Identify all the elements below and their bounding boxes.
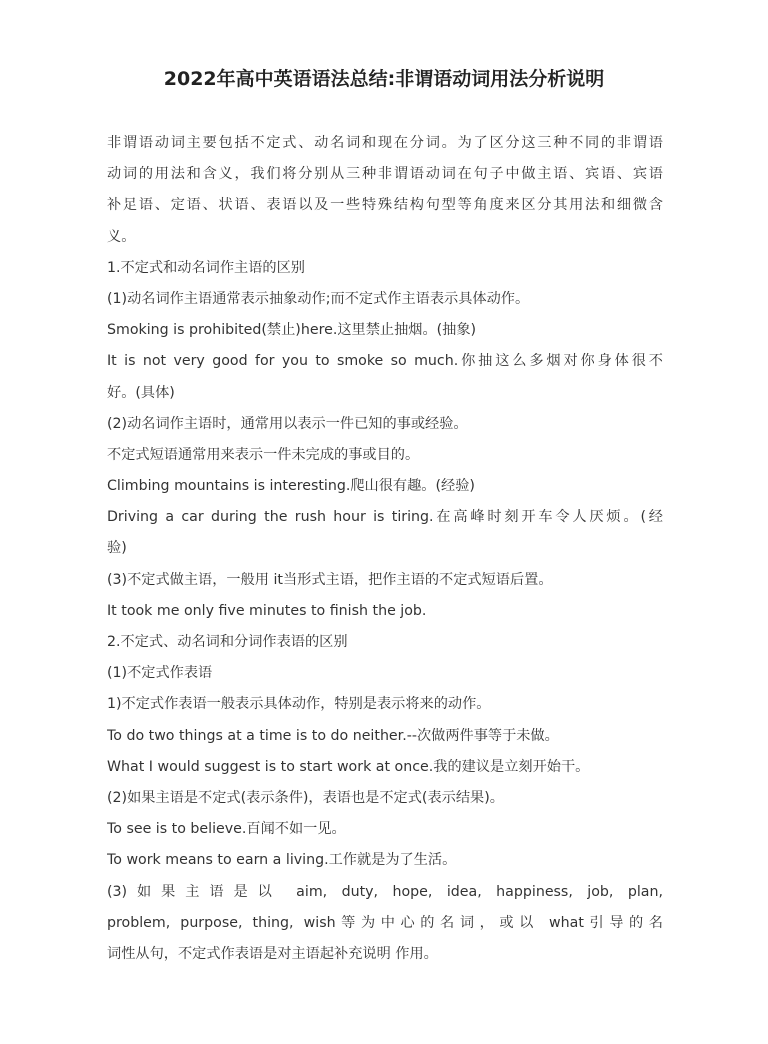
example-sentence: Climbing mountains is interesting.爬山很有趣。(经验) bbox=[107, 478, 475, 495]
example-sentence: What I would suggest is to start work at once.我的建议是立刻开始干。 bbox=[107, 758, 590, 775]
example-sentence: It is not very good for you to smoke so much.你抽这么多烟对你身体很不 bbox=[107, 353, 663, 370]
paragraph-line: problem, purpose, thing, wish等为中心的名词，或以 what引导的名 bbox=[107, 914, 663, 931]
example-sentence: 好。(具体) bbox=[107, 384, 175, 401]
paragraph-line: (1)动名词作主语通常表示抽象动作;而不定式作主语表示具体动作。 bbox=[107, 290, 530, 307]
example-sentence: Driving a car during the rush hour is tiring.在高峰时刻开车令人厌烦。(经 bbox=[107, 509, 663, 526]
paragraph-line: 不定式短语通常用来表示一件未完成的事或目的。 bbox=[107, 446, 420, 463]
paragraph-line: (2)动名词作主语时，通常用以表示一件已知的事或经验。 bbox=[107, 415, 468, 432]
paragraph-line: 义。 bbox=[107, 228, 136, 245]
example-sentence: Smoking is prohibited(禁止)here.这里禁止抽烟。(抽象) bbox=[107, 322, 477, 339]
section-heading: 2.不定式、动名词和分词作表语的区别 bbox=[107, 634, 348, 650]
example-sentence: It took me only five minutes to finish the job. bbox=[107, 602, 427, 619]
example-sentence: To work means to earn a living.工作就是为了生活。 bbox=[107, 852, 457, 869]
paragraph-line: (3)如果主语是以 aim, duty, hope, idea, happiness, job, plan, bbox=[107, 883, 663, 900]
paragraph-line: 补足语、定语、状语、表语以及一些特殊结构句型等角度来区分其用法和细微含 bbox=[107, 197, 663, 214]
paragraph-line: 非谓语动词主要包括不定式、动名词和现在分词。为了区分这三种不同的非谓语 bbox=[107, 135, 663, 151]
paragraph-line: (3)不定式做主语，一般用 it当形式主语，把作主语的不定式短语后置。 bbox=[107, 571, 553, 588]
subsection-heading: (1)不定式作表语 bbox=[107, 665, 213, 682]
example-sentence: 验) bbox=[107, 540, 127, 557]
document-body bbox=[107, 128, 663, 970]
section-heading: 1.不定式和动名词作主语的区别 bbox=[107, 259, 305, 276]
paragraph-line: 动词的用法和含义，我们将分别从三种非谓语动词在句子中做主语、宾语、宾语 bbox=[107, 166, 663, 183]
paragraph-line: (2)如果主语是不定式(表示条件)，表语也是不定式(表示结果)。 bbox=[107, 789, 504, 806]
paragraph-line: 词性从句，不定式作表语是对主语起补充说明 作用。 bbox=[107, 945, 438, 962]
example-sentence: To see is to believe.百闻不如一见。 bbox=[107, 821, 346, 838]
example-sentence: To do two things at a time is to do neither.--次做两件事等于未做。 bbox=[107, 727, 559, 744]
paragraph-line: 1)不定式作表语一般表示具体动作，特别是表示将来的动作。 bbox=[107, 696, 491, 713]
document-title: 2022年高中英语语法总结:非谓语动词用法分析说明 bbox=[163, 68, 605, 90]
